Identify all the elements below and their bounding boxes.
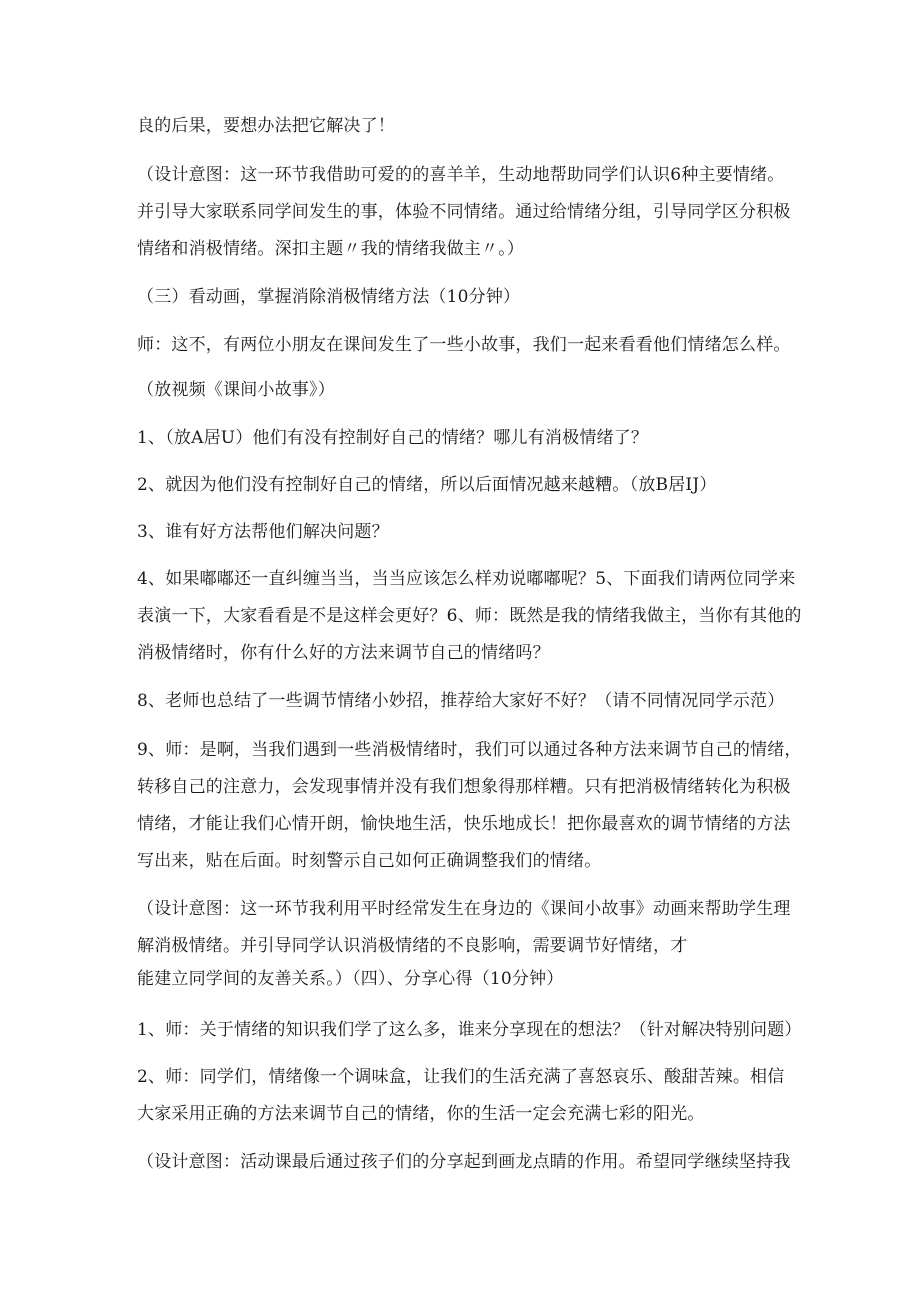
text-line: （放视频《课间小故事》） [137, 380, 335, 400]
text-line-design-intent-3: （设计意图：活动课最后通过孩子们的分享起到画龙点睛的作用。希望同学继续坚持我 [137, 1152, 791, 1172]
section-heading-3: （三）看动画，掌握消除消极情绪方法（10分钟） [137, 287, 521, 307]
list-item-2: 2、就因为他们没有控制好自己的情绪，所以后面情况越来越糟。（放B居IJ） [137, 475, 717, 495]
list-item-4: 4、如果嘟嘟还一直纠缠当当，当当应该怎么样劝说嘟嘟呢？5、下面我们请两位同学来 [137, 569, 796, 589]
list-item-3: 3、谁有好方法帮他们解决问题？ [137, 522, 389, 542]
list-item-8: 8、老师也总结了一些调节情绪小妙招，推荐给大家好不好？（请不同情况同学示范） [137, 691, 785, 711]
text-line: 表演一下，大家看看是不是这样会更好？6、师：既然是我的情绪我做主，当你有其他的 [137, 606, 802, 626]
section-heading-4: 能建立同学间的友善关系。）（四）、分享心得（10分钟） [137, 969, 564, 989]
text-line: 情绪，才能让我们心情开朗，愉快地生活，快乐地成长！把你最喜欢的调节情绪的方法 [137, 814, 791, 834]
text-line-continuation: 良的后果，要想办法把它解决了！ [137, 116, 395, 136]
text-line: 解消极情绪。并引导同学认识消极情绪的不良影响，需要调节好情绪，才 [137, 936, 688, 956]
text-line: 转移自己的注意力，会发现事情并没有我们想象得那样糟。只有把消极情绪转化为积极 [137, 777, 791, 797]
text-line: 情绪和消极情绪。深扣主题〃我的情绪我做主〃。） [137, 239, 525, 259]
list-item-2-share: 2、师：同学们，情绪像一个调味盒，让我们的生活充满了喜怒哀乐、酸甜苦辣。相信 [137, 1067, 785, 1087]
text-line: 并引导大家联系同学间发生的事，体验不同情绪。通过给情绪分组，引导同学区分积极 [137, 202, 791, 222]
text-line-design-intent-1: （设计意图：这一环节我借助可爱的的喜羊羊，生动地帮助同学们认识6种主要情绪。 [137, 165, 785, 185]
text-line-design-intent-2: （设计意图：这一环节我利用平时经常发生在身边的《课间小故事》动画来帮助学生理 [137, 899, 791, 919]
list-item-9: 9、师：是啊，当我们遇到一些消极情绪时，我们可以通过各种方法来调节自己的情绪， [137, 740, 802, 760]
list-item-1-share: 1、师：关于情绪的知识我们学了这么多，谁来分享现在的想法？（针对解决特别问题） [137, 1020, 802, 1040]
text-line: 师：这不，有两位小朋友在课间发生了一些小故事，我们一起来看看他们情绪怎么样。 [137, 335, 791, 355]
text-line: 消极情绪时，你有什么好的方法来调节自己的情绪吗？ [137, 643, 550, 663]
text-line: 写出来，贴在后面。时刻警示自己如何正确调整我们的情绪。 [137, 851, 602, 871]
text-line: 大家采用正确的方法来调节自己的情绪，你的生活一定会充满七彩的阳光。 [137, 1104, 705, 1124]
list-item-1: 1、（放A居U）他们有没有控制好自己的情绪？哪儿有消极情绪了？ [137, 428, 649, 448]
